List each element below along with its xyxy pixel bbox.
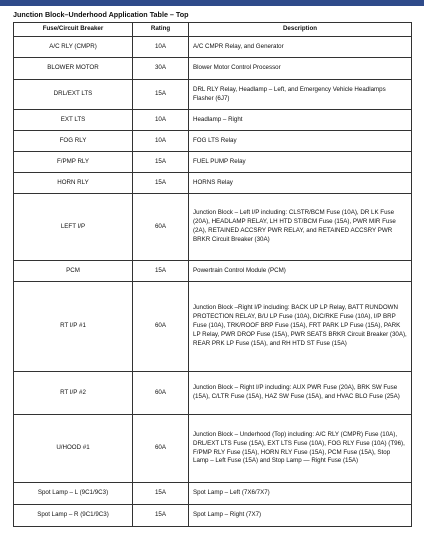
circuit-cell: FOG RLY bbox=[14, 131, 133, 152]
rating-cell: 30A bbox=[133, 58, 189, 80]
rating-cell: 15A bbox=[133, 173, 189, 194]
circuit-cell: RT I/P #2 bbox=[14, 372, 133, 415]
circuit-cell: F/PMP RLY bbox=[14, 152, 133, 173]
rating-cell: 10A bbox=[133, 110, 189, 131]
description-cell: HORNS Relay bbox=[189, 173, 412, 194]
description-cell: Junction Block – Left I/P including: CLSTR/BCM Fuse (10A), DR LK Fuse (20A), HEADLAMP RELAY, LH HTD ST/BCM Fuse (15A), PWR MIR Fuse (2A), RETAINED ACCSRY PWR RELAY, and RETAINED ACCSRY PWR BRKR Circuit Breaker (30A) bbox=[189, 194, 412, 261]
description-cell: Junction Block –Right I/P including: BACK UP LP Relay, BATT RUNDOWN PROTECTION RELAY, B/U LP Fuse (10A), DIC/RKE Fuse (10A), I/P BRP Fuse (10A), TRK/ROOF BRP Fuse (15A), FRT PARK LP Fuse (15A), PARK LP Relay, PWR DROP Fuse (15A), PWR SEATS BRKR Circuit Breaker (30A), REAR PRK LP Fuse (15A), and RH HTD ST Fuse (15A) bbox=[189, 282, 412, 372]
description-cell: A/C CMPR Relay, and Generator bbox=[189, 37, 412, 58]
table-row bbox=[14, 194, 412, 261]
table-row bbox=[14, 282, 412, 372]
rating-cell: 60A bbox=[133, 194, 189, 261]
rating-cell: 15A bbox=[133, 505, 189, 527]
rating-cell: 60A bbox=[133, 372, 189, 415]
circuit-cell: Spot Lamp – L (9C1/9C3) bbox=[14, 483, 133, 505]
description-cell: Headlamp – Right bbox=[189, 110, 412, 131]
rating-cell: 60A bbox=[133, 282, 189, 372]
table-row bbox=[14, 152, 412, 173]
rating-cell: 10A bbox=[133, 131, 189, 152]
description-cell: Junction Block – Underhood (Top) including: A/C RLY (CMPR) Fuse (10A), DRL/EXT LTS Fuse (15A), EXT LTS Fuse (10A), FOG RLY Fuse (10A) (T96), F/PMP RLY Fuse (15A), HORN RLY Fuse (15A), PCM Fuse (15A), Stop Lamp – Left Fuse (15A) and Stop Lamp — Right Fuse (15A) bbox=[189, 415, 412, 483]
circuit-cell: EXT LTS bbox=[14, 110, 133, 131]
circuit-cell: A/C RLY (CMPR) bbox=[14, 37, 133, 58]
description-cell: Spot Lamp – Right (7X7) bbox=[189, 505, 412, 527]
column-header-rating: Rating bbox=[133, 23, 189, 37]
circuit-cell: DRL/EXT LTS bbox=[14, 80, 133, 110]
rating-cell: 60A bbox=[133, 415, 189, 483]
table-row bbox=[14, 372, 412, 415]
fuse-table bbox=[13, 22, 412, 527]
circuit-cell: BLOWER MOTOR bbox=[14, 58, 133, 80]
column-header-description: Description bbox=[189, 23, 412, 37]
table-row bbox=[14, 173, 412, 194]
description-cell: Junction Block – Right I/P including: AUX PWR Fuse (20A), BRK SW Fuse (15A), C/LTR Fuse (15A), HAZ SW Fuse (15A), and HVAC BLO Fuse (25A) bbox=[189, 372, 412, 415]
rating-cell: 15A bbox=[133, 483, 189, 505]
circuit-cell: RT I/P #1 bbox=[14, 282, 133, 372]
description-cell: FUEL PUMP Relay bbox=[189, 152, 412, 173]
description-cell: Blower Motor Control Processor bbox=[189, 58, 412, 80]
table-row bbox=[14, 80, 412, 110]
table-row bbox=[14, 37, 412, 58]
table-row bbox=[14, 110, 412, 131]
rating-cell: 10A bbox=[133, 37, 189, 58]
circuit-cell: HORN RLY bbox=[14, 173, 133, 194]
table-row bbox=[14, 483, 412, 505]
description-cell: Spot Lamp – Left (7X6/7X7) bbox=[189, 483, 412, 505]
table-row bbox=[14, 58, 412, 80]
circuit-cell: Spot Lamp – R (9C1/9C3) bbox=[14, 505, 133, 527]
description-cell: DRL RLY Relay, Headlamp – Left, and Emergency Vehicle Headlamps Flasher (6J7) bbox=[189, 80, 412, 110]
circuit-cell: PCM bbox=[14, 261, 133, 282]
description-cell: Powertrain Control Module (PCM) bbox=[189, 261, 412, 282]
rating-cell: 15A bbox=[133, 152, 189, 173]
page-title: Junction Block–Underhood Application Table – Top bbox=[13, 10, 189, 19]
rating-cell: 15A bbox=[133, 80, 189, 110]
table-row bbox=[14, 131, 412, 152]
rating-cell: 15A bbox=[133, 261, 189, 282]
circuit-cell: LEFT I/P bbox=[14, 194, 133, 261]
table-row bbox=[14, 415, 412, 483]
table-row bbox=[14, 505, 412, 527]
table-header-row bbox=[14, 23, 412, 37]
column-header-circuit: Fuse/Circuit Breaker bbox=[14, 23, 133, 37]
circuit-cell: U/HOOD #1 bbox=[14, 415, 133, 483]
table-row bbox=[14, 261, 412, 282]
description-cell: FOG LTS Relay bbox=[189, 131, 412, 152]
top-border-bar bbox=[0, 0, 424, 6]
